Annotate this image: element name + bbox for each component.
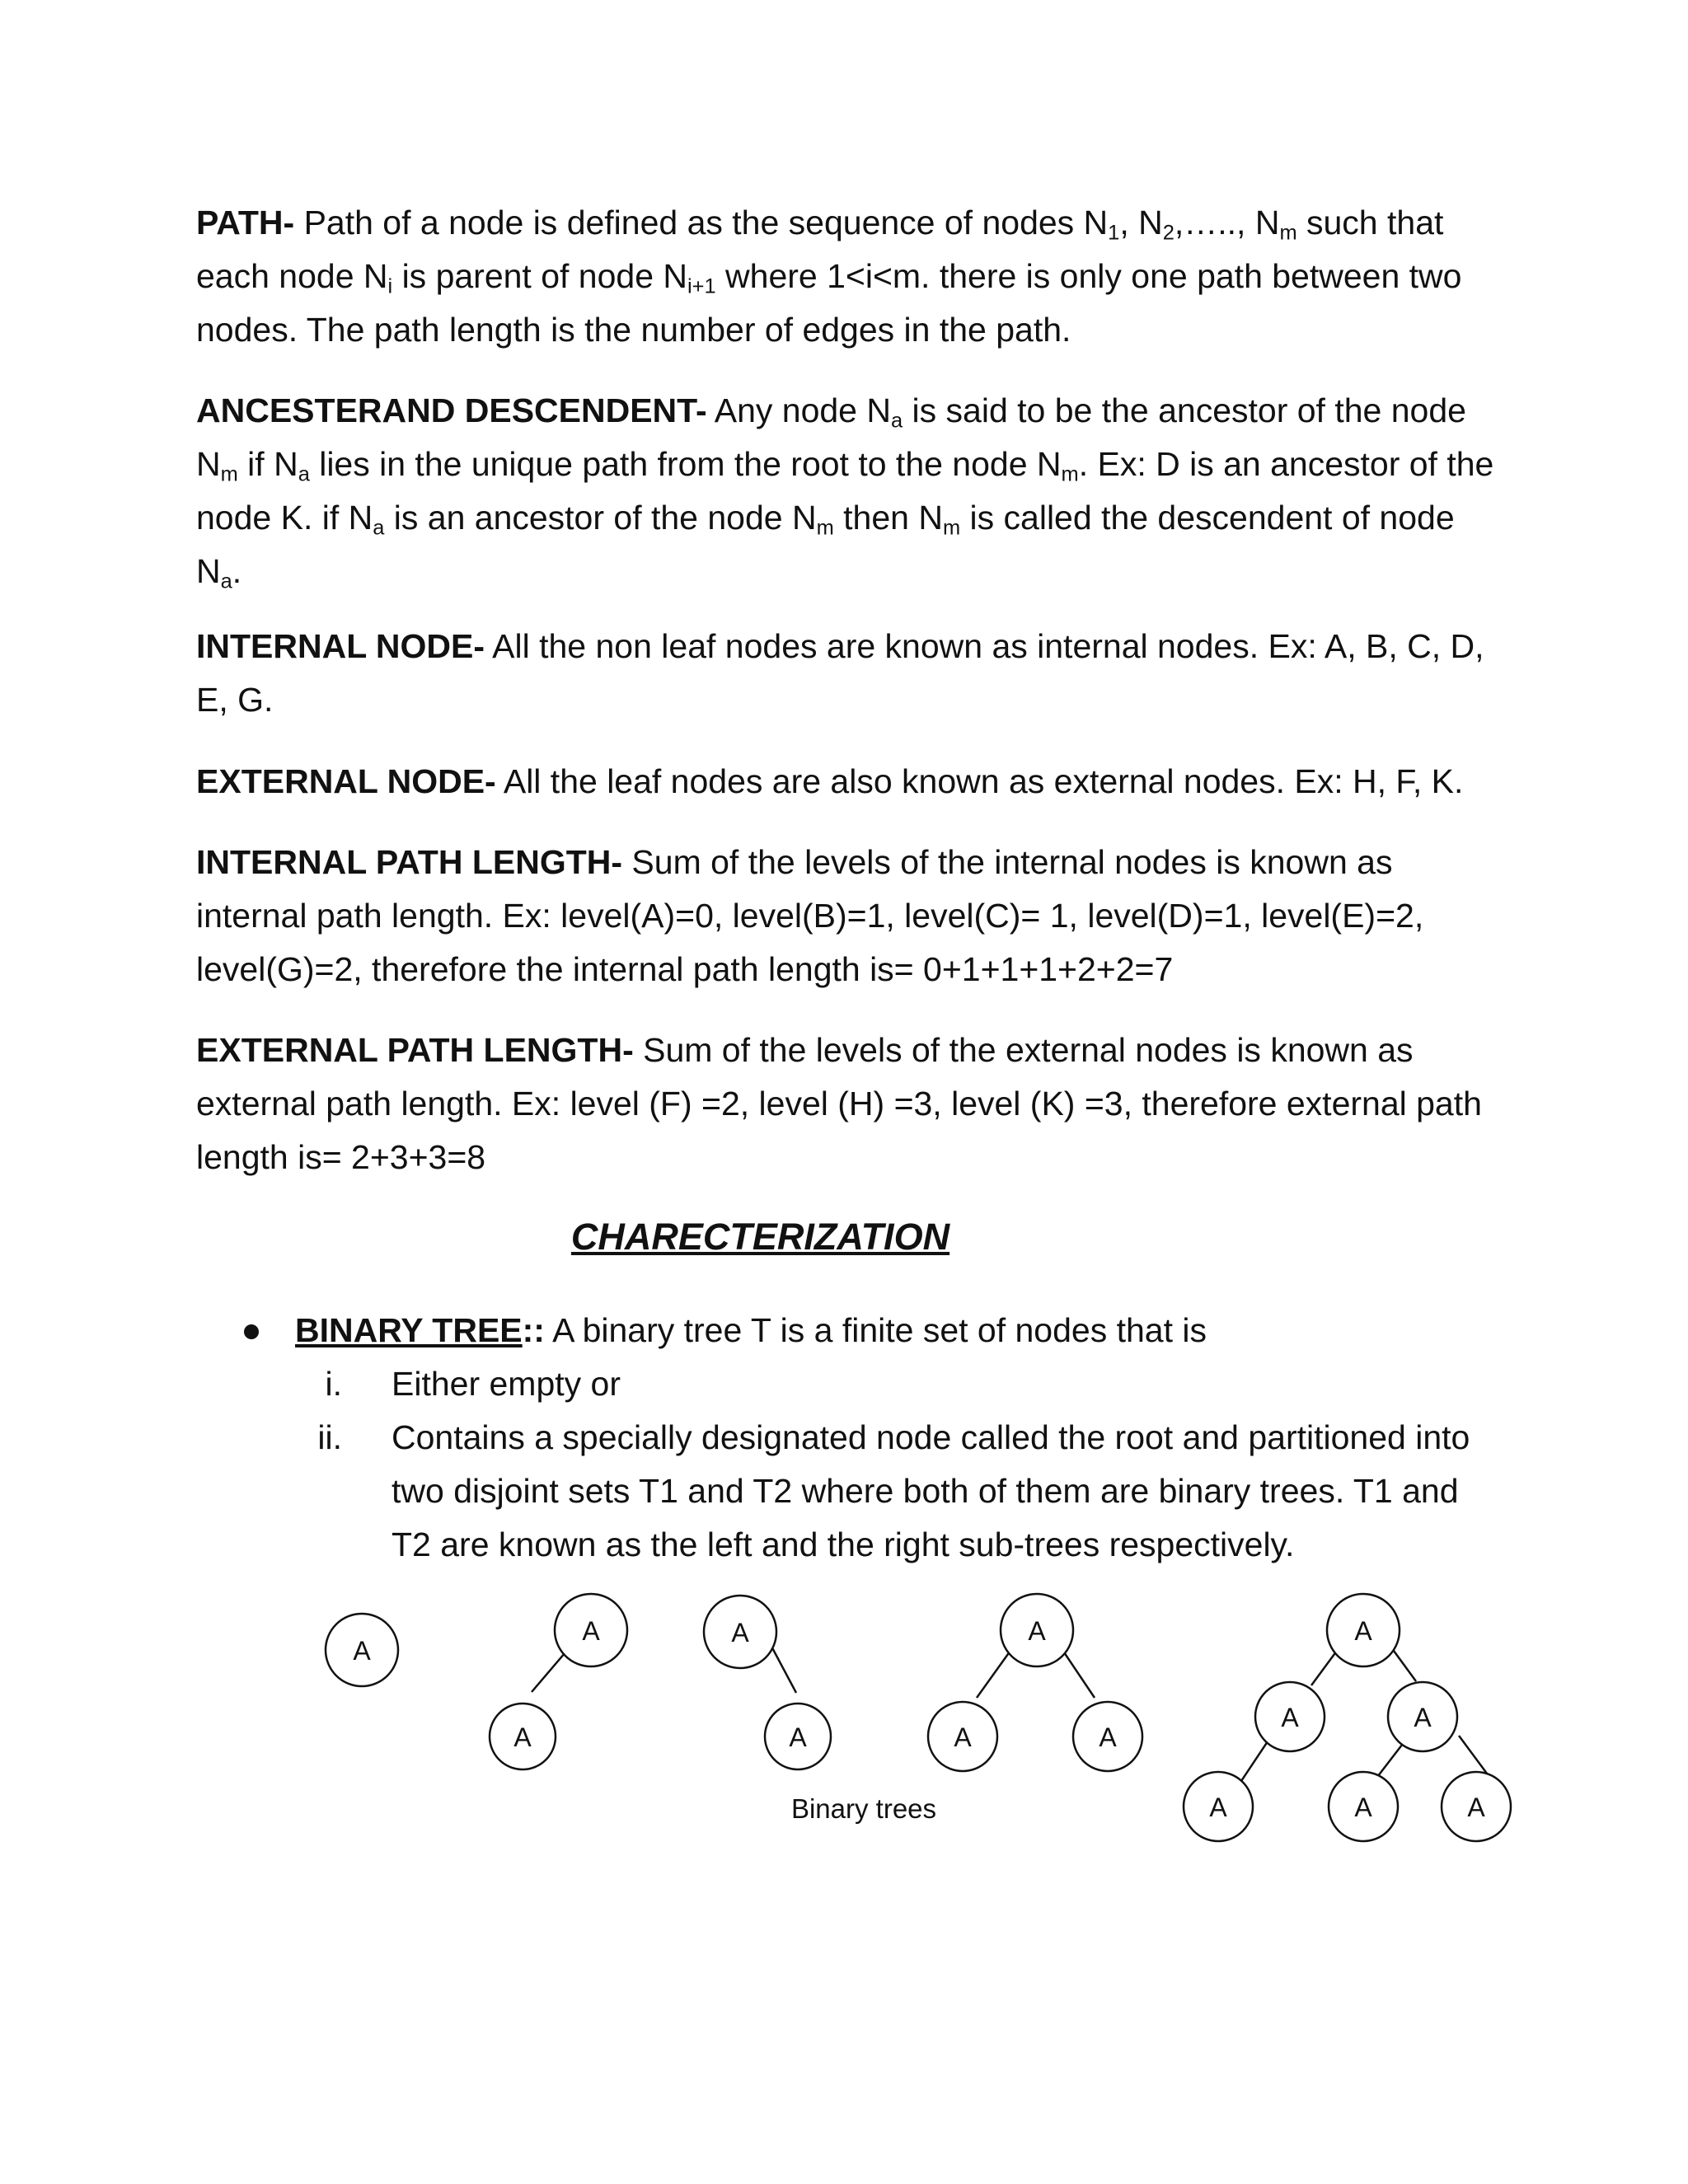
- bullet-term: BINARY TREE: [295, 1311, 523, 1349]
- definition-term: EXTERNAL NODE-: [196, 762, 496, 800]
- bullet-text: [295, 1304, 1207, 1357]
- definition-external-node: EXTERNAL NODE- All the leaf nodes are also known as external nodes. Ex: H, F, K.: [196, 762, 1464, 800]
- node-label: A: [1414, 1703, 1432, 1732]
- node-label: A: [1028, 1616, 1046, 1646]
- definition-term: INTERNAL PATH LENGTH-: [196, 843, 623, 881]
- node-label: A: [731, 1618, 749, 1647]
- definition-path: PATH- Path of a node is defined as the sequence of nodes $N_1$, $N_2,\dots$.., $N_m$ such that each node $N_i$ is parent of node $N_{i+1}$ where 1<i<m. there is only one path between two nodes. The path length is the number of edges in the path.: [196, 204, 1462, 349]
- definition-term: INTERNAL NODE-: [196, 627, 485, 665]
- definition-term: ANCESTERAND DESCENDENT-: [196, 391, 707, 429]
- node-label: A: [1354, 1793, 1372, 1822]
- definition-internal-path-length: INTERNAL PATH LENGTH- Sum of the levels of the internal nodes is known as internal path length. Ex: level(A)=0, level(B)=1, level(C)= 1, level(D)=1, level(E)=2, level(G)=2, therefore the internal path length is= 0+1+1+1+2+2=7: [196, 843, 1424, 988]
- node-label: A: [582, 1616, 600, 1646]
- node-label: A: [1467, 1793, 1485, 1822]
- list-text: Contains a specially designated node called the root and partitioned into two disjoint sets T1 and T2 where both of them are binary trees. T1 and T2 are known as the left and the right sub-trees respectively.: [392, 1418, 1470, 1563]
- list-number: ii.: [317, 1418, 342, 1456]
- edge: [769, 1642, 796, 1693]
- list-text: Either empty or: [392, 1365, 621, 1403]
- node-label: A: [954, 1722, 972, 1752]
- bullet-separator: ::: [522, 1311, 545, 1349]
- section-heading: CHARECTERIZATION: [570, 1216, 950, 1258]
- binary-trees-figure: [0, 1566, 1688, 1879]
- node-label: A: [1354, 1616, 1372, 1646]
- node-label: A: [513, 1722, 532, 1752]
- definition-term: PATH-: [196, 204, 295, 241]
- node-label: A: [353, 1636, 371, 1666]
- definition-term: EXTERNAL PATH LENGTH-: [196, 1031, 634, 1069]
- node-label: A: [1209, 1793, 1227, 1822]
- node-label: A: [1281, 1703, 1299, 1732]
- node-label: A: [789, 1722, 807, 1752]
- node-label: A: [1099, 1722, 1117, 1752]
- definition-internal-node: INTERNAL NODE- All the non leaf nodes are known as internal nodes. Ex: A, B, C, D, E, G.: [196, 627, 1484, 719]
- definition-external-path-length: EXTERNAL PATH LENGTH- Sum of the levels of the external nodes is known as external path length. Ex: level (F) =2, level (H) =3, level (K) =3, therefore external path length is= 2+3+3=8: [196, 1031, 1482, 1176]
- list-number: i.: [325, 1365, 342, 1403]
- bullet-icon: [244, 1324, 259, 1339]
- definition-ancestor-descendent: ANCESTERAND DESCENDENT- Any node $N_a$ is said to be the ancestor of the node $N_m$ if $N_a$ lies in the unique path from the root to the node $N_m$. Ex: D is an ancestor of the node K. if $N_a$ is an ancestor of the node $N_m$ then $N_m$ is called the descendent of node $N_a$.: [196, 391, 1494, 593]
- bullet-description: A binary tree T is a finite set of nodes that is: [544, 1311, 1207, 1349]
- figure-caption: Binary trees: [790, 1793, 937, 1824]
